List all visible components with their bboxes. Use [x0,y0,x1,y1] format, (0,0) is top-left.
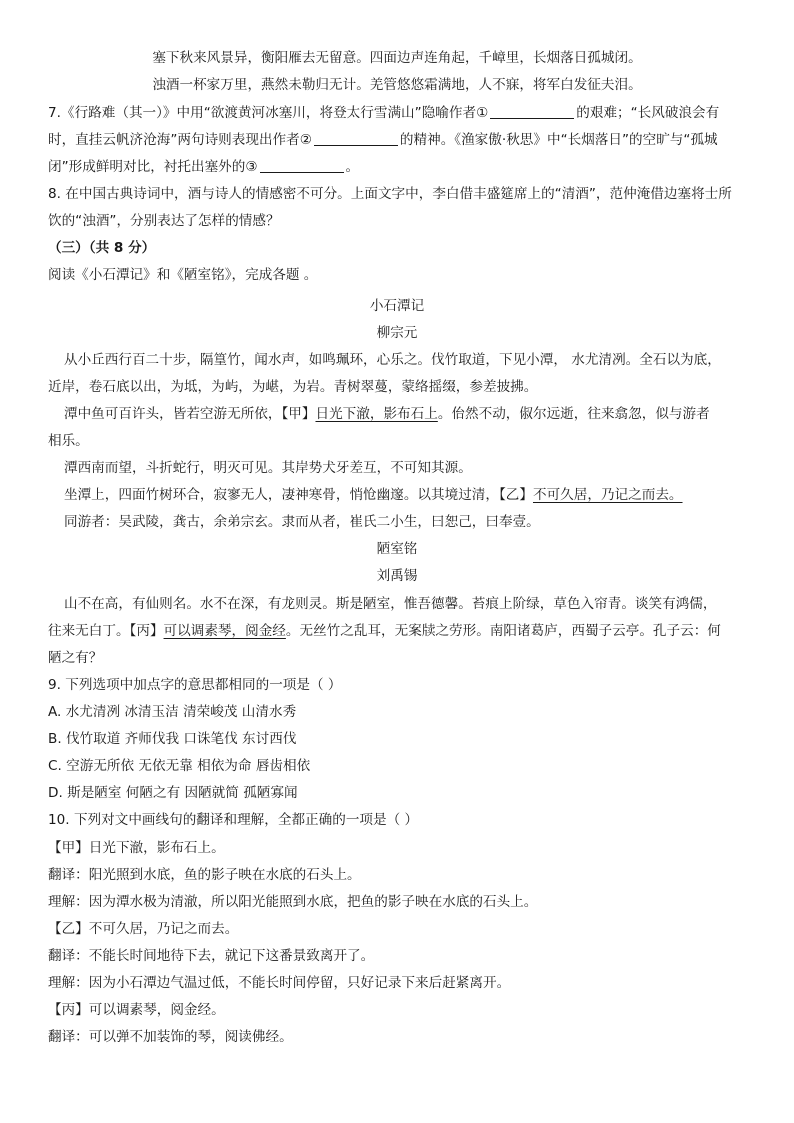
poem-line-2: 浊酒一杯家万里，燕然未勒归无计。羌管悠悠霜满地，人不寐，将军白发征夫泪。 [152,77,642,93]
text-segment: 时，直挂云帆济沧海”两句诗则表现出作者② [48,132,312,148]
article1-p1-line2: 近岸，卷石底以出，为坻，为屿，为嵁，为岩。青树翠蔓，蒙络摇缀，参差披拂。 [48,379,538,395]
q7-line-3 [48,157,758,177]
text-segment: 往来无白丁。【丙】 [48,623,164,639]
section-heading: （三）（共 8 分） [48,240,156,256]
article1-p5: 同游者：吴武陵，龚古，余弟宗玄。隶而从者，崔氏二小生，曰恕己，曰奉壹。 [64,514,540,530]
section-instruction: 阅读《小石潭记》和《陋室铭》，完成各题 。 [48,267,318,283]
article1-p1-line1: 从小丘西行百二十步，隔篁竹，闻水声，如鸣珮环，心乐之。伐竹取道，下见小潭， 水尤清冽。全石以为底， [64,352,721,368]
answer-blank-1[interactable] [490,104,574,119]
article1-author: 柳宗元 [376,325,418,341]
article1-p2-line2: 相乐。 [48,433,89,449]
underlined-sentence-bing: 可以调素琴，阅金经 [163,623,286,639]
q8-line-1: 8. 在中国古典诗词中，酒与诗人的情感密不可分。上面文字中，李白借丰盛筵席上的“清酒”，范仲淹借边塞将士所 [48,186,732,202]
q9-option-d[interactable]: D. 斯是陋室 何陋之有 因陋就简 孤陋寡闻 [48,785,298,801]
q10-stem: 10. 下列对文中画线句的翻译和理解，全都正确的一项是（ ） [48,812,419,828]
q10-jia-sentence: 【甲】日光下澈，影布石上。 [48,840,225,856]
article2-line2 [48,621,758,641]
text-segment: 。佁然不动，俶尔远逝，往来翕忽，似与游者 [437,406,710,422]
text-segment: 的艰难；“长风破浪会有 [576,105,720,121]
text-segment: 。 [345,159,360,175]
q7-line-1 [48,103,758,123]
q10-bing-translation: 翻译：可以弹不加装饰的琴，阅读佛经。 [48,1029,293,1045]
text-segment: 的精神。《渔家傲·秋思》中“长烟落日”的空旷与“孤城 [399,132,718,148]
article2-author: 刘禹锡 [376,568,418,584]
text-segment: 坐潭上，四面竹树环合，寂寥无人，凄神寒骨，悄怆幽邃。以其境过清，【乙】 [64,487,533,503]
q10-yi-translation: 翻译：不能长时间地待下去，就记下这番景致离开了。 [48,948,375,964]
q9-stem: 9. 下列选项中加点字的意思都相同的一项是（ ） [48,677,342,693]
q10-bing-sentence: 【丙】可以调素琴，阅金经。 [48,1002,225,1018]
poem-line-1: 塞下秋来风景异，衡阳雁去无留意。四面边声连角起，千嶂里，长烟落日孤城闭。 [152,50,642,66]
article2-line1: 山不在高，有仙则名。水不在深，有龙则灵。斯是陋室，惟吾德馨。苔痕上阶绿，草色入帘青。谈笑有鸿儒， [64,596,717,612]
article2-title: 陋室铭 [376,541,418,557]
article1-p4 [64,485,774,505]
answer-blank-3[interactable] [260,158,344,173]
text-segment: 闭”形成鲜明对比，衬托出塞外的③ [48,159,258,175]
q10-yi-sentence: 【乙】不可久居，乃记之而去。 [48,921,239,937]
q8-line-2: 饮的“浊酒”，分别表达了怎样的情感？ [48,213,280,229]
article1-p2-line1 [64,404,774,424]
answer-blank-2[interactable] [314,131,398,146]
q9-option-a[interactable]: A. 水尤清冽 冰清玉洁 清荣峻茂 山清水秀 [48,704,297,720]
q10-jia-understanding: 理解：因为潭水极为清澈，所以阳光能照到水底，把鱼的影子映在水底的石头上。 [48,894,538,910]
underlined-sentence-jia: 日光下澈，影布石上 [315,406,438,422]
q9-option-b[interactable]: B. 伐竹取道 齐师伐我 口诛笔伐 东讨西伐 [48,731,297,747]
article1-title: 小石潭记 [369,298,425,314]
q7-line-2 [48,130,758,150]
underlined-sentence-yi: 不可久居，乃记之而去。 [532,487,683,503]
text-segment: 7.《行路难（其一）》中用“欲渡黄河冰塞川，将登太行雪满山”隐喻作者① [48,105,489,121]
text-segment: 。无丝竹之乱耳，无案牍之劳形。南阳诸葛庐，西蜀子云亭。孔子云：何 [285,623,721,639]
article1-p3: 潭西南而望，斗折蛇行，明灭可见。其岸势犬牙差互，不可知其源。 [64,460,472,476]
text-segment: 潭中鱼可百许头，皆若空游无所依，【甲】 [64,406,316,422]
q10-yi-understanding: 理解：因为小石潭边气温过低，不能长时间停留，只好记录下来后赶紧离开。 [48,975,511,991]
q10-jia-translation: 翻译：阳光照到水底，鱼的影子映在水底的石头上。 [48,867,361,883]
article2-line3: 陋之有？ [48,650,103,666]
q9-option-c[interactable]: C. 空游无所依 无依无靠 相依为命 唇齿相依 [48,758,311,774]
